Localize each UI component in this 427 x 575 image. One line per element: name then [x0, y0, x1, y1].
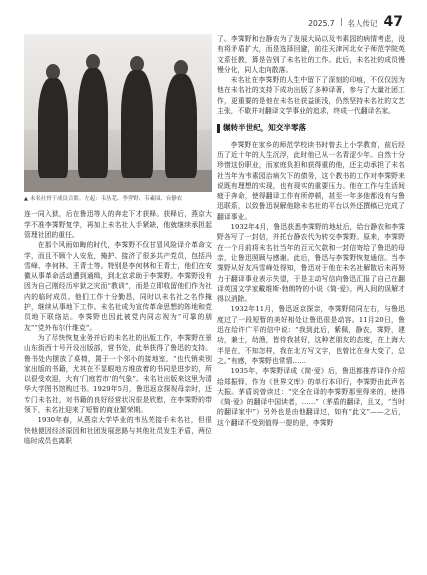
group-photo — [24, 34, 212, 192]
page-number: 47 — [383, 14, 403, 30]
right-column — [217, 34, 405, 428]
person-3-body — [121, 70, 153, 178]
left-column — [24, 34, 212, 446]
photo-caption — [24, 196, 212, 203]
person-1-body — [38, 78, 68, 178]
paragraph: 了。李霁野和台静农为了发展大局以及韦素园的病情考虑，没有将矛盾扩大，而是选择回避，前往天津河北女子师范学院英文系任教，算是告别了未名社的工作。此后，未名社的成员慢慢分化，同人走向散落。 — [217, 35, 405, 74]
person-4-body — [165, 74, 197, 178]
paragraph: 1932年11月，鲁迅返京探亲，李霁野陪同左右，与鲁迅度过了一段短暂的美好相处让鲁迅很是动容。11月20日，鲁迅在给许广平的信中说：“我到此后，紫佩，静农，霁野，建功，兼士，幼渔，皆待我甚好，这种老朋友的态度，在上海大半是在，不知怎样，我在北方写文字，也曾比在身大变了，总之。”有感，李霁野也常情…… — [217, 305, 405, 365]
paragraph: 在那个风雨如晦的时代，李霁野不仅甘冒风险译介革命文学，而且不顾个人安危，掩护、接济了很多共产党员，包括冯雪峰、李何林、王青士等。特别是李何林和王青士，他们在安徽从事革命活动遭到通缉，到北京求助于李霁野。李霁野没有因为自己刚经历牢狱之灾而“教训”，而是立即收留他们作为社内的临时成员。他们工作十分勤恳，同时以未名社之名作掩护，继续从事地下工作。未名社成为宣传革命思想的阵地和党员地下联络站。李霁野也因此被党内同志视为“可靠的朋友”“党外布尔什维克”。 — [24, 241, 212, 332]
section-heading — [217, 123, 405, 133]
paragraph: 连一同入狱，后在鲁迅等人的奔走下才获释。获释后，燕京大学不准李霁野复学，再加上未名社人手紧缺，他就继续承担起管理社团的重任。 — [24, 210, 212, 239]
person-2-body — [78, 68, 108, 178]
paragraph: 1935年，李霁野译成《简·爱》后，鲁迅都推荐译作介绍给郑振铎，作为《世界文库》的单行本印行，李霁野由此声名大振。茅盾说曾读过：“完全在译的李霁野那里得来的，使得《简·爱》的翻译中国读者，……”（茅盾的翻译，且又，“当时的翻译家中”）另外也是由他翻译过，如有“此文”——之后，这个翻译不受到值得一提的是，李霁野 — [217, 367, 405, 427]
header-divider — [341, 18, 342, 26]
paragraph: 未名社在李霁野的人生中留下了深刻的印痕，不仅仅因为他在未名社的支持下成功出版了多种译著，参与了大量社团工作，更重要的是他在未名社获益匪浅，仍然坚持未名社的文艺主张，不歇并对翻译文学事业的追求，终成一代翻译名家。 — [217, 76, 405, 116]
heading-bar — [217, 124, 220, 133]
paragraph: 1930年春，从燕京大学毕业的韦丛芜接手未名社，但很快他便因经济原因和社团发展思路与其他社员发生矛盾，两位临时成员也离职 — [24, 416, 212, 445]
page-header — [308, 14, 403, 30]
paragraph: 李霁野在家乡的师范学校读书时曾去上小学教育，前后经历了近十年的人生沉浮，此时他已从一名青涩少年。自然十分珍惜这份职业，而家庭负担和获得重的他，还主动承担了未名社当年为韦素园治病欠下的债务，这个教书的工作对李霁野来说既有理想的实现，也有现实的重要压力。他在工作与生活间疲于奔命，使得翻译工作有所停顿，甚至一年多他都没有与鲁迅联系，以致鲁迅误解他除未名社的平台以外还撰稿已完成了翻译事业。 — [217, 140, 405, 221]
caption-marker: ▲ — [24, 196, 28, 202]
section-title-text: 辗转半世纪，知交半零落 — [223, 123, 307, 133]
paragraph: 为了尽快恢复业务并后的未名社的出版工作，李霁野在景山东街西十号开设出版部，营书处，此举获得了鲁迅的支持。鲁书处内摆放了桌椅，置于一个邻小的接地室，“也代销卖别家出版的书籍，尤其在不显眼地方堆放着的书同是进步的，所以很受欢迎，大有‘门庭若市’的气象”。未名社出版来这里为清华大学图书馆购过书。1929年5月，鲁迅返京探视母亲时，还专门未名社，对书籍的良好经营状况很是欣慰，在李霁野的带领下，未名社迎来了短暂的商业繁荣期。 — [24, 333, 212, 415]
column-label: 名人传记 — [347, 19, 378, 28]
issue-label: 2025.7 — [308, 19, 335, 28]
left-body-text — [24, 209, 212, 446]
paragraph: 1932年4月，鲁迅获悉李霁野的地址后，给台静农和李霁野各写了一封信，并托台静农代为转交李霁野。原来，李霁野在一个月前将未名社当年的百元欠款和一封信寄给了鲁迅的母亲，让鲁迅照顾与感谢。此后，鲁迅与李霁野恢复通信。当李霁野从好友冯雪峰处得知，鲁迅对于他在未名社解散后未再努力于翻译事业表示失望，于是主动写信向鲁迅汇报了自己在翻译英国文学家戴维斯·勃朗特的小说《简·爱》，两人间的误解才得以消除。 — [217, 223, 405, 304]
caption-text: 未名社骨干成员合影。左起：韦丛芜、李霁野、韦素园、台静农 — [29, 196, 183, 202]
